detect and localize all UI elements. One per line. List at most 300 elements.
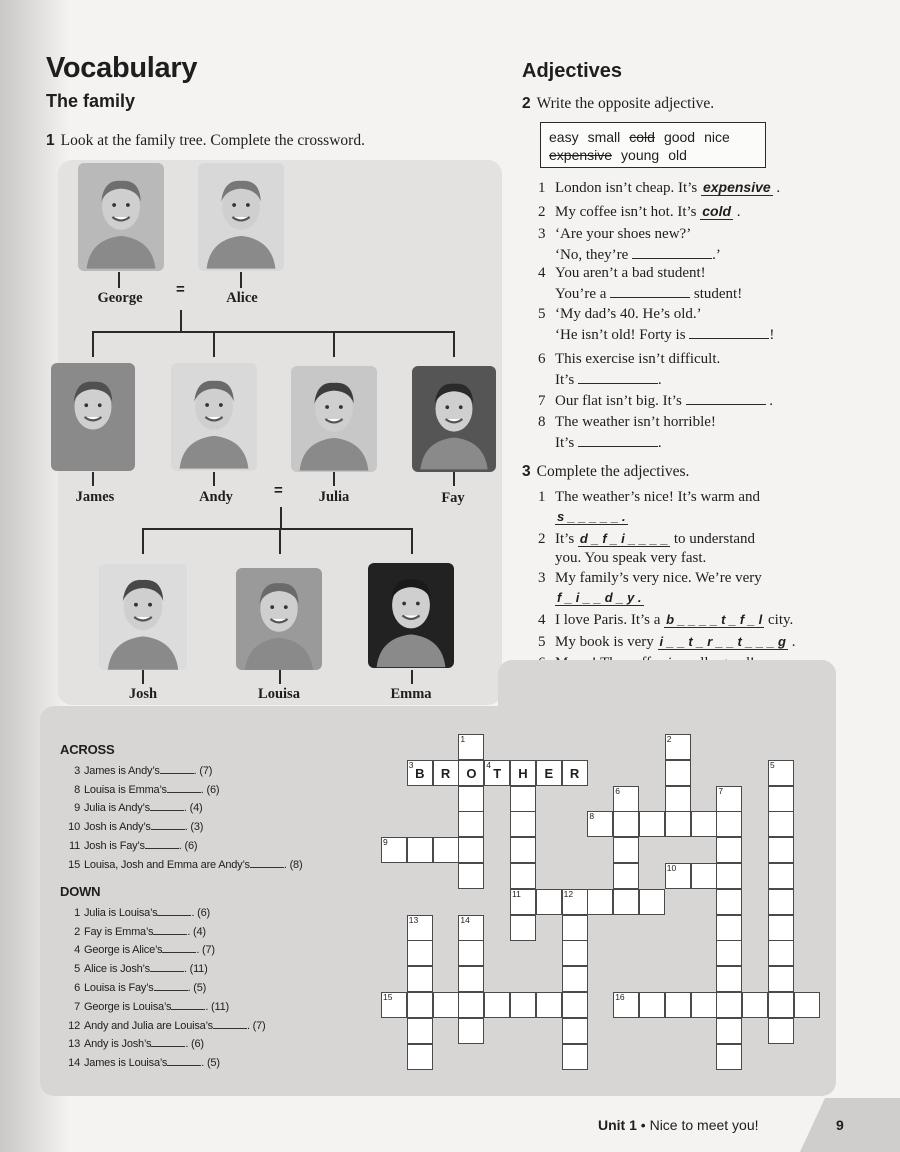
crossword-cell[interactable]	[716, 786, 742, 812]
clue-number: 5	[74, 963, 80, 976]
clue-text: Andy and Julia are Louisa’s	[84, 1019, 213, 1032]
cell-number: 1	[460, 734, 466, 744]
crossword-cell[interactable]	[716, 1018, 742, 1044]
clue-number: 1	[74, 906, 80, 919]
crossword-cell[interactable]	[716, 863, 742, 889]
person-photo	[291, 366, 377, 472]
clue-item: 12 Andy and Julia are Louisa’s . (7)	[60, 1017, 266, 1036]
crossword-cell[interactable]	[691, 992, 717, 1018]
crossword-cell[interactable]	[458, 863, 484, 889]
cell-number: 11	[512, 888, 521, 899]
clue-blank	[150, 801, 184, 811]
crossword-cell[interactable]	[381, 992, 407, 1018]
question-item	[538, 529, 755, 568]
crossword-cell[interactable]	[407, 992, 433, 1018]
page-number-tab	[800, 1098, 900, 1152]
question-text: The weather isn’t horrible!	[555, 414, 716, 430]
tree-line	[453, 472, 455, 486]
question-number: 4	[538, 265, 546, 281]
tree-line	[213, 331, 215, 357]
crossword-cell[interactable]	[742, 992, 768, 1018]
clue-text: Andy is Josh’s	[84, 1038, 152, 1051]
exercise-number: 1	[46, 132, 55, 149]
tree-line	[240, 272, 242, 288]
question-text: .	[657, 435, 662, 451]
question-text: You aren’t a bad student!	[555, 265, 706, 281]
exercise-2-instruction	[522, 95, 714, 113]
question-text: Our flat isn’t big. It’s	[555, 393, 686, 409]
answer-blank[interactable]	[632, 244, 712, 259]
person-photo	[198, 163, 284, 271]
crossword-cell[interactable]	[613, 837, 639, 863]
exercise-text: Write the opposite adjective.	[536, 95, 715, 112]
cell-number: 3	[408, 759, 414, 770]
clue-text: Julia is Louisa’s	[84, 906, 158, 919]
question-item	[538, 178, 780, 198]
crossword-cell[interactable]	[716, 992, 742, 1018]
clue-item: 4 George is Alice’s . (7)	[60, 941, 266, 960]
cell-number: 2	[666, 734, 672, 744]
clue-blank	[160, 764, 194, 774]
crossword-cell[interactable]	[768, 940, 794, 966]
tree-line	[411, 528, 413, 554]
crossword-cell[interactable]	[407, 1018, 433, 1044]
crossword-cell[interactable]	[716, 837, 742, 863]
question-text: My coffee isn’t hot. It’s	[555, 204, 701, 220]
crossword-cell[interactable]	[407, 1044, 433, 1070]
page-number: 9	[836, 1117, 844, 1133]
crossword-cell[interactable]	[381, 837, 407, 863]
crossword-cell[interactable]	[768, 863, 794, 889]
question-item	[538, 610, 793, 630]
cell-letter: O	[466, 765, 477, 781]
married-sign: =	[274, 482, 283, 499]
crossword-cell[interactable]	[716, 940, 742, 966]
tree-line	[279, 528, 281, 554]
crossword-cell[interactable]	[768, 915, 794, 941]
clue-length: (6)	[191, 1038, 204, 1051]
crossword-cell[interactable]	[768, 811, 794, 837]
clue-length: (6)	[184, 839, 198, 852]
cell-letter: R	[440, 765, 451, 781]
answer-input[interactable]: cold	[702, 203, 732, 219]
crossword-cell[interactable]	[458, 966, 484, 992]
question-text: you. You speak very fast.	[555, 550, 707, 566]
question-text: .	[657, 372, 662, 388]
person-name: Julia	[318, 489, 350, 505]
across-clues	[60, 741, 302, 875]
clue-length: (8)	[289, 858, 303, 871]
clue-item: 5 Alice is Josh’s . (11)	[60, 960, 266, 979]
crossword-cell[interactable]	[716, 915, 742, 941]
tree-line	[453, 331, 455, 357]
clue-blank	[150, 962, 184, 972]
tree-line	[213, 472, 215, 486]
adjectives-title: Adjectives	[522, 60, 623, 82]
crossword-cell[interactable]	[510, 760, 536, 786]
crossword-cell[interactable]	[768, 786, 794, 812]
clue-blank	[154, 981, 188, 991]
tree-line	[142, 528, 412, 530]
tree-line	[180, 310, 182, 332]
question-text: ‘He isn’t old! Forty is	[555, 327, 690, 343]
tree-line	[333, 331, 335, 357]
question-text: ‘My dad’s 40. He’s old.’	[555, 306, 702, 322]
tree-line	[92, 472, 94, 486]
tree-line	[92, 331, 94, 357]
letter-pattern[interactable]: i _ _ t _ r _ _ t _ _ _ g	[659, 634, 786, 649]
clue-length: (7)	[199, 764, 213, 777]
clue-length: (11)	[211, 1000, 229, 1013]
clue-item: 2 Fay is Emma’s . (4)	[60, 923, 266, 942]
question-item	[538, 488, 760, 527]
question-number: 2	[538, 531, 546, 547]
clue-blank	[162, 943, 196, 953]
clue-item: 10 Josh is Andy’s . (3)	[60, 818, 302, 837]
crossword-cell[interactable]	[458, 734, 484, 760]
crossword-cell[interactable]	[639, 992, 665, 1018]
crossword-cell[interactable]	[484, 992, 510, 1018]
cell-number: 10	[666, 863, 677, 873]
crossword-cell[interactable]	[510, 889, 536, 915]
clue-number: 3	[74, 764, 80, 777]
answer-blank[interactable]	[578, 432, 658, 447]
crossword-cell[interactable]	[768, 889, 794, 915]
crossword-cell[interactable]	[510, 863, 536, 889]
clue-item: 1 Julia is Louisa’s . (6)	[60, 904, 266, 923]
crossword-cell[interactable]	[665, 786, 691, 812]
question-item	[538, 632, 795, 652]
down-heading: DOWN	[60, 884, 101, 899]
question-text: My family’s very nice. We’re very	[555, 570, 762, 586]
person-name: Louisa	[258, 686, 300, 702]
crossword-cell[interactable]	[458, 811, 484, 837]
word-box-word-crossed: cold	[629, 129, 655, 145]
answer-blank[interactable]	[610, 283, 690, 298]
question-number: 7	[538, 393, 546, 409]
letter-pattern[interactable]: d _ f _ i _ _ _ _	[579, 531, 669, 546]
crossword-cell[interactable]	[562, 915, 588, 941]
clue-length: (6)	[197, 906, 211, 919]
question-text: .	[733, 204, 741, 220]
crossword-cell[interactable]	[665, 992, 691, 1018]
word-box-word: easy	[549, 129, 579, 145]
cell-number: 5	[770, 759, 775, 770]
crossword-cell[interactable]	[562, 940, 588, 966]
question-number: 3	[538, 570, 546, 586]
crossword-cell[interactable]	[562, 966, 588, 992]
clue-number: 4	[74, 944, 80, 957]
section-title: Vocabulary	[46, 52, 198, 84]
clue-length: (5)	[206, 1057, 220, 1070]
clue-blank	[145, 839, 179, 849]
question-text: .’	[712, 247, 721, 263]
question-text: My book is very	[555, 634, 658, 650]
clue-length: (4)	[193, 925, 206, 938]
crossword-cell[interactable]	[716, 811, 742, 837]
crossword-cell[interactable]	[562, 889, 588, 915]
crossword-cell[interactable]	[536, 889, 562, 915]
clue-text: Louisa, Josh and Emma are Andy’s	[84, 858, 250, 871]
crossword-cell[interactable]	[794, 992, 820, 1018]
question-text: student!	[690, 286, 743, 302]
person-name: Fay	[441, 490, 465, 506]
clue-item: 9 Julia is Andy’s . (4)	[60, 799, 302, 818]
crossword-cell[interactable]	[768, 760, 794, 786]
crossword-cell[interactable]	[407, 837, 433, 863]
crossword-cell[interactable]	[691, 863, 717, 889]
word-box-word: young	[621, 147, 660, 163]
question-text: ‘No, they’re	[555, 247, 633, 263]
exercise-text: Look at the family tree. Complete the crossword.	[60, 132, 365, 149]
exercise-number: 3	[522, 463, 531, 480]
clue-text: Josh is Andy’s	[84, 821, 151, 834]
cell-number: 12	[563, 888, 574, 899]
crossword-cell[interactable]	[665, 734, 691, 760]
clue-item: 6 Louisa is Fay’s . (5)	[60, 979, 266, 998]
word-box-word: small	[587, 129, 621, 145]
clue-number: 10	[68, 821, 80, 834]
clue-blank	[151, 820, 185, 830]
person-name: James	[75, 489, 115, 505]
crossword-cell[interactable]	[510, 786, 536, 812]
crossword-cell[interactable]	[536, 760, 562, 786]
across-heading: ACROSS	[60, 742, 115, 757]
clue-item: 13 Andy is Josh’s . (6)	[60, 1035, 266, 1054]
cell-number: 7	[718, 785, 724, 796]
clue-blank	[151, 1037, 185, 1047]
crossword-cell[interactable]	[768, 837, 794, 863]
question-item	[538, 413, 716, 453]
letter-pattern[interactable]: f _ i _ _ d _ y .	[557, 590, 642, 605]
exercise-1-instruction	[46, 132, 365, 150]
crossword-cell[interactable]	[407, 760, 433, 786]
letter-pattern[interactable]: b _ _ _ _ t _ f _ l	[666, 612, 763, 627]
clue-number: 8	[74, 783, 80, 796]
crossword-cell[interactable]	[665, 811, 691, 837]
question-text: It’s	[555, 435, 578, 451]
clue-item: 8 Louisa is Emma’s . (6)	[60, 781, 302, 800]
clue-length: (5)	[193, 981, 207, 994]
clue-length: (7)	[252, 1019, 266, 1032]
tree-line	[411, 670, 413, 684]
clue-length: (11)	[189, 963, 208, 976]
crossword-cell[interactable]	[665, 863, 691, 889]
question-number: 6	[538, 351, 546, 367]
clue-number: 7	[74, 1000, 80, 1013]
clue-item: 14 James is Louisa’s . (5)	[60, 1054, 266, 1073]
crossword-cell[interactable]	[458, 915, 484, 941]
unit-label: Unit 1	[598, 1117, 637, 1133]
tree-line	[333, 472, 335, 486]
question-text: .	[765, 393, 774, 409]
crossword-cell[interactable]	[613, 889, 639, 915]
crossword-cell[interactable]	[433, 992, 459, 1018]
married-sign: =	[176, 281, 185, 298]
tree-line	[92, 331, 454, 333]
question-text: ‘Are your shoes new?’	[555, 226, 692, 242]
footer-unit	[598, 1117, 759, 1133]
crossword-cell[interactable]	[613, 992, 639, 1018]
clue-item: 15 Louisa, Josh and Emma are Andy’s . (8)	[60, 856, 302, 875]
question-text: .	[787, 634, 796, 650]
question-text: It’s	[555, 372, 578, 388]
crossword-cell[interactable]	[458, 837, 484, 863]
crossword-cell[interactable]	[433, 760, 459, 786]
cell-number: 6	[615, 785, 620, 796]
question-number: 2	[538, 204, 546, 220]
crossword-cell[interactable]	[407, 966, 433, 992]
crossword-cell[interactable]	[510, 811, 536, 837]
clue-text: George is Alice’s	[84, 944, 163, 957]
person-photo	[412, 366, 496, 472]
tree-line	[279, 670, 281, 684]
clue-text: James is Louisa’s	[84, 1057, 168, 1070]
person-photo	[51, 363, 135, 471]
clue-item: 11 Josh is Fay’s . (6)	[60, 837, 302, 856]
cell-letter: R	[569, 765, 580, 781]
letter-pattern[interactable]: s _ _ _ _ _ .	[557, 509, 626, 524]
clue-item: 7 George is Louisa’s . (11)	[60, 998, 266, 1017]
clue-text: Fay is Emma’s	[84, 925, 154, 938]
cell-number: 15	[383, 992, 393, 1002]
clue-number: 15	[68, 858, 80, 871]
question-number: 8	[538, 414, 546, 430]
person-photo	[78, 163, 164, 271]
clue-length: (4)	[189, 802, 203, 815]
crossword-cell[interactable]	[639, 811, 665, 837]
question-item	[538, 264, 742, 304]
question-number: 4	[538, 612, 546, 628]
question-number: 1	[538, 180, 546, 196]
crossword-cell[interactable]	[433, 837, 459, 863]
crossword-cell[interactable]	[407, 915, 433, 941]
answer-blank[interactable]	[686, 390, 766, 405]
exercise-number: 2	[522, 95, 531, 112]
clue-blank	[250, 858, 284, 868]
crossword-cell[interactable]	[665, 760, 691, 786]
clue-blank	[153, 925, 187, 935]
cell-number: 16	[615, 992, 625, 1002]
person-photo	[236, 568, 322, 670]
crossword-cell[interactable]	[536, 992, 562, 1018]
crossword-cell[interactable]	[458, 940, 484, 966]
question-text: London isn’t cheap. It’s	[555, 180, 701, 196]
crossword-cell[interactable]	[716, 889, 742, 915]
question-text: .	[772, 180, 781, 196]
clue-text: Julia is Andy’s	[84, 802, 150, 815]
clue-number: 11	[68, 839, 80, 852]
cell-letter: H	[518, 765, 528, 781]
crossword-cell[interactable]	[484, 760, 510, 786]
clue-length: (6)	[206, 783, 220, 796]
crossword-cell[interactable]	[407, 940, 433, 966]
tree-line	[280, 507, 282, 529]
crossword-cell[interactable]	[562, 992, 588, 1018]
clue-number: 13	[68, 1038, 80, 1051]
question-item	[538, 305, 774, 345]
cell-letter: T	[493, 765, 502, 781]
question-number: 3	[538, 226, 546, 242]
word-box	[540, 122, 766, 168]
question-item	[538, 350, 720, 390]
answer-input[interactable]: expensive	[702, 179, 771, 195]
answer-blank[interactable]	[689, 324, 769, 339]
crossword-cell[interactable]	[691, 811, 717, 837]
answer-blank[interactable]	[578, 369, 658, 384]
clue-text: George is Louisa’s	[84, 1000, 172, 1013]
clue-number: 2	[74, 925, 80, 938]
crossword-cell[interactable]	[716, 966, 742, 992]
cell-number: 4	[486, 759, 491, 770]
person-name: Alice	[226, 290, 258, 306]
word-box-word-crossed: expensive	[549, 147, 613, 163]
tree-line	[118, 272, 120, 288]
question-text: city.	[764, 612, 794, 628]
question-text: This exercise isn’t difficult.	[555, 351, 721, 367]
clue-number: 14	[68, 1057, 80, 1070]
question-text: You’re a	[555, 286, 611, 302]
cell-letter: B	[415, 765, 425, 781]
down-clues	[60, 883, 266, 1073]
crossword-cell[interactable]	[562, 1018, 588, 1044]
crossword-cell[interactable]	[562, 1044, 588, 1070]
crossword-cell[interactable]	[768, 1018, 794, 1044]
clue-blank	[213, 1019, 247, 1029]
crossword-cell[interactable]	[458, 992, 484, 1018]
crossword-cell[interactable]	[562, 760, 588, 786]
crossword-cell[interactable]	[613, 811, 639, 837]
crossword-cell[interactable]	[768, 966, 794, 992]
clue-blank	[167, 1056, 201, 1066]
person-name: Andy	[199, 489, 233, 505]
crossword-cell[interactable]	[613, 786, 639, 812]
tree-line	[142, 670, 144, 684]
section-subtitle: The family	[46, 91, 136, 111]
clue-number: 12	[68, 1019, 80, 1032]
crossword-cell[interactable]	[510, 837, 536, 863]
clue-blank	[171, 1000, 205, 1010]
cell-number: 14	[460, 914, 470, 925]
crossword-cell[interactable]	[587, 811, 613, 837]
crossword-cell[interactable]	[510, 992, 536, 1018]
person-name: Josh	[128, 686, 158, 702]
crossword-cell[interactable]	[768, 992, 794, 1018]
crossword-cell[interactable]	[716, 1044, 742, 1070]
clue-length: (3)	[190, 821, 204, 834]
question-number: 1	[538, 489, 546, 505]
person-photo	[99, 564, 187, 670]
exercise-text: Complete the adjectives.	[536, 463, 690, 480]
clue-number: 9	[74, 802, 80, 815]
question-number: 5	[538, 634, 546, 650]
question-item	[538, 225, 721, 265]
crossword-cell[interactable]	[510, 915, 536, 941]
crossword-cell[interactable]	[458, 760, 484, 786]
clue-item: 3 James is Andy’s . (7)	[60, 762, 302, 781]
crossword-cell[interactable]	[639, 889, 665, 915]
question-text: The weather’s nice! It’s warm and	[555, 489, 761, 505]
question-text: I love Paris. It’s a	[555, 612, 665, 628]
crossword-cell[interactable]	[458, 1018, 484, 1044]
crossword-cell[interactable]	[613, 863, 639, 889]
clue-length: (7)	[202, 944, 215, 957]
crossword-cell[interactable]	[458, 786, 484, 812]
person-photo	[171, 363, 257, 471]
crossword-cell[interactable]	[587, 889, 613, 915]
word-box-word: nice	[704, 129, 730, 145]
clue-blank	[167, 783, 201, 793]
